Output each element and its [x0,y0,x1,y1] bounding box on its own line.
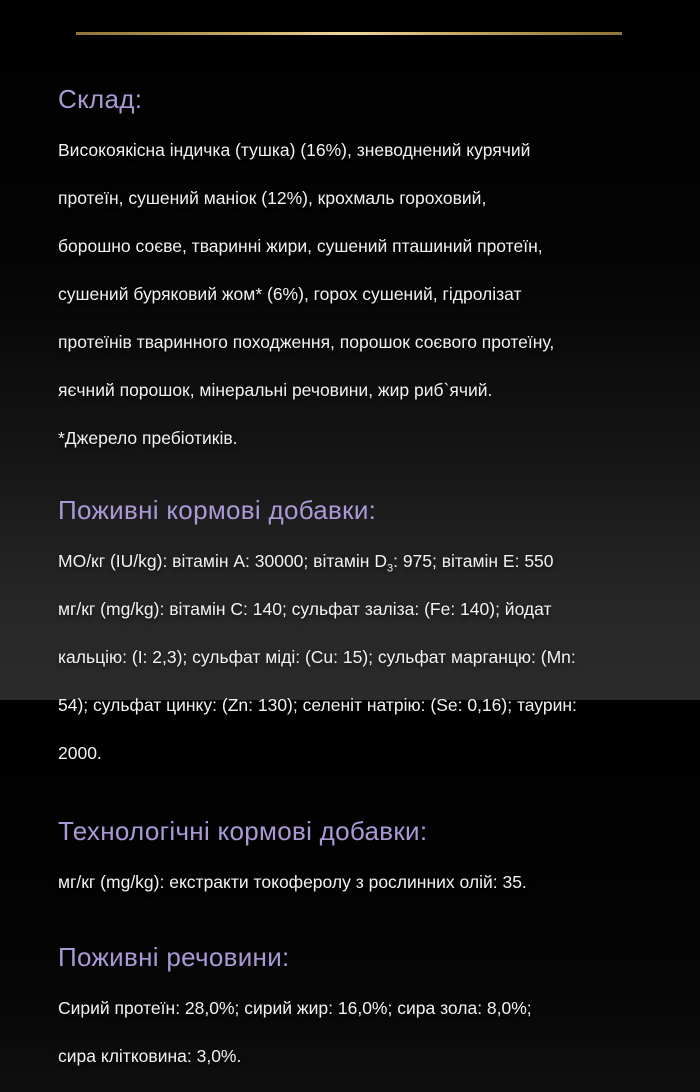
text-line: сушений буряковий жом* (6%), горох сушений, гідролізат [58,284,522,304]
composition-section [58,84,658,474]
text-line: мг/кг (mg/kg): вітамін С: 140; сульфат заліза: (Fe: 140); йодат [58,599,552,619]
text-line: протеїн, сушений маніок (12%), крохмаль гороховий, [58,188,487,208]
text-line: 54); сульфат цинку: (Zn: 130); селеніт натрію: (Se: 0,16); таурин: [58,695,577,715]
nutritional-additives-heading: Поживні кормові добавки: [58,495,377,525]
text-line: Сирий протеїн: 28,0%; сирий жир: 16,0%; сира зола: 8,0%; [58,998,532,1018]
text-line: 2000. [58,743,102,763]
technological-additives-section [58,816,658,918]
text-line: яєчний порошок, мінеральні речовини, жир риб`ячий. [58,380,493,400]
text-line: кальцію: (I: 2,3); сульфат міді: (Cu: 15); сульфат марганцю: (Mn: [58,647,576,667]
nutritional-additives-text [58,525,658,789]
subscript: 3 [386,562,394,575]
text-line: сира клітковина: 3,0%. [58,1046,242,1066]
text-line: борошно соєве, тваринні жири, сушений пташиний протеїн, [58,236,543,256]
nutrients-heading: Поживні речовини: [58,942,290,972]
technological-additives-text [58,846,658,918]
product-info [58,84,658,1092]
nutritional-additives-section [58,495,658,789]
text-line: Високоякісна індичка (тушка) (16%), зневоднений курячий [58,140,531,160]
composition-text [58,114,658,474]
technological-additives-heading: Технологічні кормові добавки: [58,816,428,846]
nutrients-section [58,942,658,1092]
gold-divider [76,32,622,35]
nutrients-text [58,972,658,1092]
text-line: мг/кг (mg/kg): екстракти токоферолу з рослинних олій: 35. [58,872,527,892]
composition-heading: Склад: [58,84,143,114]
footnote: *Джерело пребіотиків. [58,428,238,448]
text-line: протеїнів тваринного походження, порошок соєвого протеїну, [58,332,555,352]
text-line: МО/кг (IU/kg): вітамін А: 30000; вітамін $D_3$: 975; вітамін Е: 550 [58,551,554,575]
